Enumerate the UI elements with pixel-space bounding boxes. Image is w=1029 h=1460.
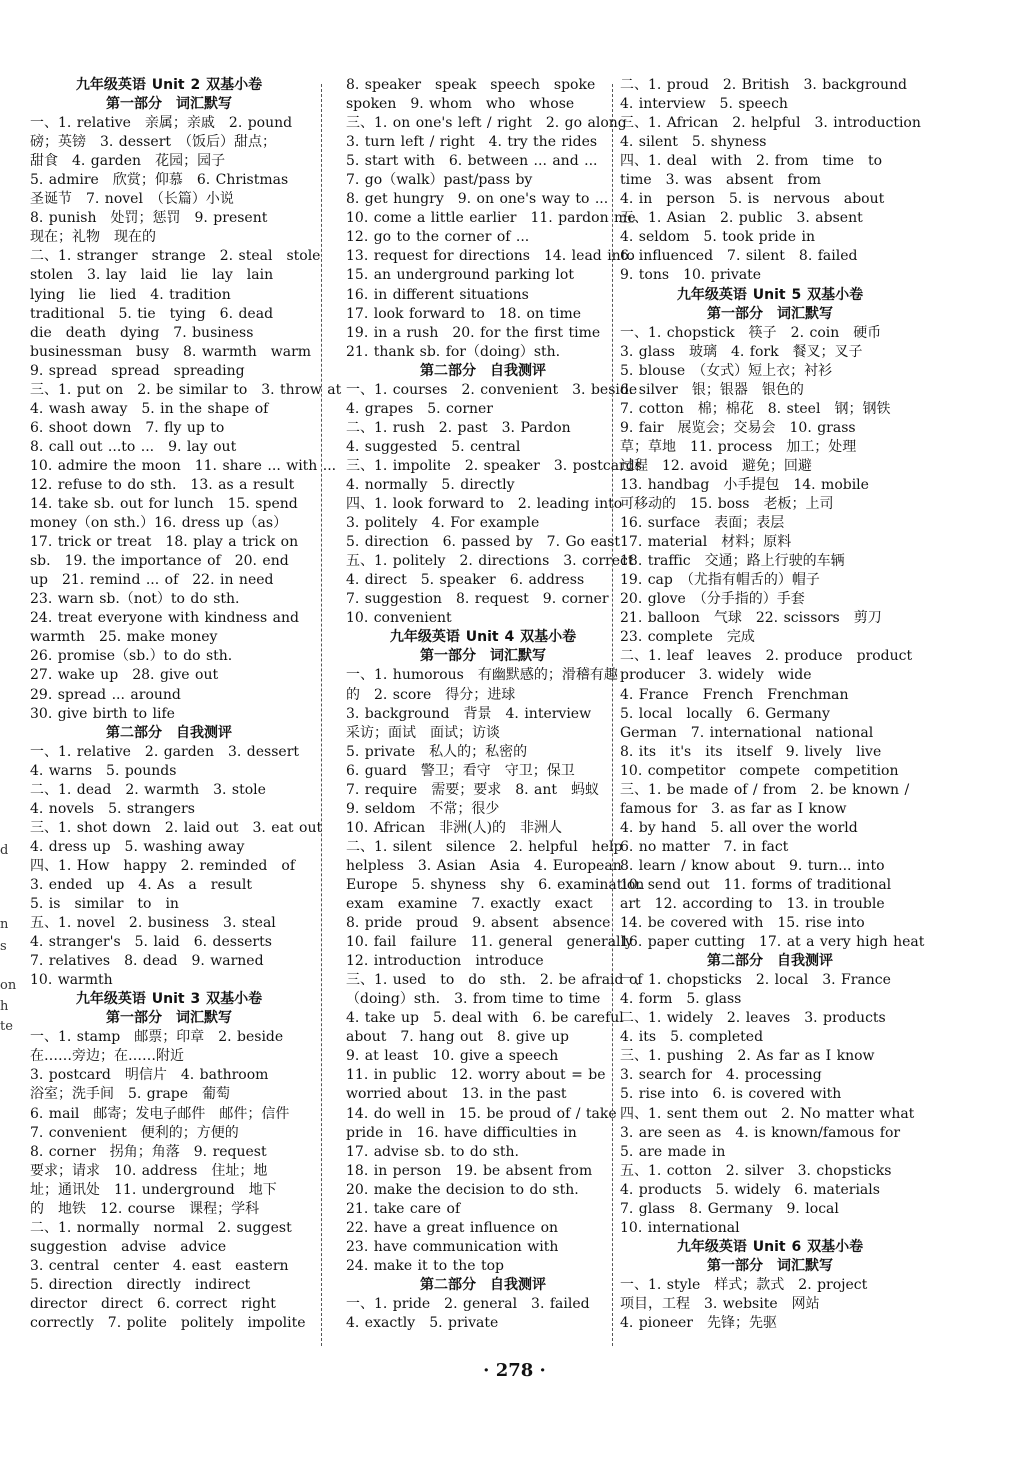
answer-line: 一、1. style 样式；款式 2. project xyxy=(620,1276,868,1293)
answer-line: 一、1. pride 2. general 3. failed xyxy=(346,1296,590,1312)
answer-line: 4. stranger's 5. laid 6. desserts xyxy=(30,934,272,951)
answer-line: 6. mail 邮寄；发电子邮件 邮件；信件 xyxy=(30,1105,290,1122)
answer-line: 3. glass 玻璃 4. fork 餐叉；叉子 xyxy=(620,343,863,360)
section-heading: 第二部分 自我测评 xyxy=(707,953,833,970)
answer-line: 三、1. be made of / from 2. be known / xyxy=(620,781,910,798)
answer-line: 8. call out ...to ... 9. lay out xyxy=(30,438,237,455)
answer-line: 3. search for 4. processing xyxy=(620,1067,822,1084)
answer-line: 一、1. chopsticks 2. local 3. France xyxy=(620,972,891,989)
answer-line: 五、1. politely 2. directions 3. correct xyxy=(346,553,634,570)
answer-line: 8. corner 拐角；角落 9. request xyxy=(30,1143,267,1160)
answer-line: 17. material 材料；原料 xyxy=(620,534,792,551)
answer-line: 5. start with 6. between ... and ... xyxy=(346,153,598,170)
answer-line: 二、1. leaf leaves 2. produce product xyxy=(620,648,913,665)
answer-line: 8. punish 处罚；惩罚 9. present xyxy=(30,210,268,227)
answer-line: money（on sth.）16. dress up（as） xyxy=(30,515,288,532)
answer-line: 30. give birth to life xyxy=(30,705,175,722)
answer-line: pride in 16. have difficulties in xyxy=(346,1124,577,1141)
answer-line: 7. require 需要；要求 8. ant 蚂蚁 xyxy=(346,781,600,798)
answer-line: 五、1. novel 2. business 3. steal xyxy=(30,915,276,932)
answer-line: 4. normally 5. directly xyxy=(346,476,515,493)
answer-line: 4. silent 5. shyness xyxy=(620,134,767,151)
answer-line: 一、1. stamp 邮票；印章 2. beside xyxy=(30,1029,284,1046)
answer-line: 磅；英镑 3. dessert （饭后）甜点； xyxy=(30,134,277,151)
answer-line: 14. take sb. out for lunch 15. spend xyxy=(30,496,298,513)
answer-line: 二、1. silent silence 2. helpful help xyxy=(346,838,623,855)
answer-line: 22. have a great influence on xyxy=(346,1219,559,1236)
unit-title: 九年级英语 Unit 6 双基小卷 xyxy=(676,1238,864,1255)
answer-line: （doing）sth. 3. from time to time xyxy=(346,991,601,1008)
answer-line: die death dying 7. business xyxy=(30,324,254,341)
answer-line: 一、1. relative 2. garden 3. dessert xyxy=(30,743,300,760)
answer-line: 过程 12. avoid 避免；回避 xyxy=(620,457,812,474)
answer-line: 在……旁边；在……附近 xyxy=(30,1048,184,1065)
answer-line: time 3. was absent from xyxy=(620,172,821,189)
column-3 xyxy=(620,76,925,1333)
answer-line: 19. cap （尤指有帽舌的）帽子 xyxy=(620,572,820,589)
answer-line: 三、1. African 2. helpful 3. introduction xyxy=(620,115,921,132)
answer-line: 8. learn / know about 9. turn... into xyxy=(620,857,885,874)
answer-line: sb. 19. the importance of 20. end xyxy=(30,553,289,570)
answer-line: about 7. hang out 8. give up xyxy=(346,1029,569,1046)
answer-line: 4. interview 5. speech xyxy=(620,96,788,113)
answer-line: 三、1. on one's left / right 2. go along xyxy=(346,115,627,132)
answer-line: 6. silver 银；银器 银色的 xyxy=(620,381,804,398)
section-heading: 第一部分 词汇默写 xyxy=(707,305,833,322)
answer-line: 浴室；洗手间 5. grape 葡萄 xyxy=(30,1086,231,1103)
answer-line: 7. go（walk）past/pass by xyxy=(346,172,533,189)
answer-line: 5. rise into 6. is covered with xyxy=(620,1086,842,1103)
answer-line: 5. direction 6. passed by 7. Go east xyxy=(346,534,620,551)
answer-line: 草；草地 11. process 加工；处理 xyxy=(620,438,857,455)
margin-fragment: te xyxy=(0,1019,13,1034)
answer-line: exam examine 7. exactly exact xyxy=(346,896,593,913)
answer-line: warmth 25. make money xyxy=(30,629,218,646)
column-divider-left xyxy=(321,84,322,1346)
answer-line: 四、1. deal with 2. from time to xyxy=(620,153,883,170)
answer-line: 10. convenient xyxy=(346,610,452,627)
answer-line: 现在；礼物 现在的 xyxy=(30,229,156,246)
answer-line: 14. do well in 15. be proud of / take xyxy=(346,1105,617,1122)
answer-line: 26. promise（sb.）to do sth. xyxy=(30,648,233,665)
answer-line: 23. warn sb.（not）to do sth. xyxy=(30,591,240,608)
answer-line: 甜食 4. garden 花园；园子 xyxy=(30,153,226,170)
answer-line: 24. make it to the top xyxy=(346,1257,505,1274)
answer-line: 17. look forward to 18. on time xyxy=(346,305,582,322)
answer-line: 20. make the decision to do sth. xyxy=(346,1181,579,1198)
answer-line: 三、1. pushing 2. As far as I know xyxy=(620,1048,875,1065)
answer-line: 10. international xyxy=(620,1219,740,1236)
answer-line: 三、1. shot down 2. laid out 3. eat out xyxy=(30,819,323,836)
answer-line: 项目，工程 3. website 网站 xyxy=(620,1296,820,1312)
unit-title: 九年级英语 Unit 3 双基小卷 xyxy=(75,991,263,1008)
answer-line: 5. are made in xyxy=(620,1143,726,1160)
answer-line: 23. complete 完成 xyxy=(620,629,755,646)
section-heading: 第一部分 词汇默写 xyxy=(420,648,546,665)
answer-line: 9. fair 展览会；交易会 10. grass xyxy=(620,419,856,436)
answer-line: 3. turn left / right 4. try the rides xyxy=(346,134,598,151)
answer-line: 10. come a little earlier 11. pardon me xyxy=(346,210,636,227)
answer-line: 7. relatives 8. dead 9. warned xyxy=(30,953,264,970)
answer-line: 二、1. stranger strange 2. steal stole xyxy=(30,248,321,265)
answer-line: 16. in different situations xyxy=(346,286,529,303)
answer-line: 4. take up 5. deal with 6. be careful xyxy=(346,1010,624,1027)
answer-line: 三、1. impolite 2. speaker 3. postcards xyxy=(346,457,642,474)
answer-line: famous for 3. as far as I know xyxy=(620,800,847,817)
answer-line: 16. surface 表面；表层 xyxy=(620,515,785,532)
answer-line: 8. get hungry 9. on one's way to ... xyxy=(346,191,609,208)
answer-line: 4. wash away 5. in the shape of xyxy=(30,400,269,417)
margin-fragment: n xyxy=(0,917,9,932)
section-heading: 第二部分 自我测评 xyxy=(420,1276,546,1293)
answer-line: 四、1. look forward to 2. leading into xyxy=(346,496,623,513)
answer-line: 4. seldom 5. took pride in xyxy=(620,229,815,246)
answer-line: 6. guard 警卫；看守 守卫；保卫 xyxy=(346,762,575,779)
answer-line: 4. grapes 5. corner xyxy=(346,400,494,417)
column-1 xyxy=(30,76,342,1333)
answer-line: 二、1. normally normal 2. suggest xyxy=(30,1219,292,1236)
answer-line: 4. products 5. widely 6. materials xyxy=(620,1181,880,1198)
page-number: · 278 · xyxy=(483,1360,546,1381)
answer-line: 3. ended up 4. As a result xyxy=(30,876,253,893)
answer-line: 4. its 5. completed xyxy=(620,1029,764,1046)
answer-line: 二、1. rush 2. past 3. Pardon xyxy=(346,419,571,436)
answer-line: 7. suggestion 8. request 9. corner xyxy=(346,591,609,608)
answer-line: 13. request for directions 14. lead into xyxy=(346,248,635,265)
margin-fragment: h xyxy=(0,999,9,1014)
answer-line: 8. speaker speak speech spoke xyxy=(346,77,596,93)
answer-line: 4. novels 5. strangers xyxy=(30,800,195,817)
answer-line: 6. influenced 7. silent 8. failed xyxy=(620,248,858,265)
answer-line: 五、1. Asian 2. public 3. absent xyxy=(620,210,863,227)
answer-line: 4. direct 5. speaker 6. address xyxy=(346,572,585,589)
section-heading: 第一部分 词汇默写 xyxy=(106,96,232,113)
answer-line: traditional 5. tie tying 6. dead xyxy=(30,305,274,322)
answer-line: 17. advise sb. to do sth. xyxy=(346,1143,519,1160)
answer-line: 要求；请求 10. address 住址；地 xyxy=(30,1162,268,1179)
answer-line: 8. its it's its itself 9. lively live xyxy=(620,743,882,760)
answer-line: 5. local locally 6. Germany xyxy=(620,705,830,722)
answer-line: 5. private 私人的；私密的 xyxy=(346,743,528,760)
answer-line: 二、1. proud 2. British 3. background xyxy=(620,77,907,93)
answer-line: 3. postcard 明信片 4. bathroom xyxy=(30,1067,269,1084)
answer-line: 4. dress up 5. washing away xyxy=(30,838,245,855)
answer-line: 12. refuse to do sth. 13. as a result xyxy=(30,476,295,493)
answer-line: 29. spread ... around xyxy=(30,686,181,703)
unit-title: 九年级英语 Unit 2 双基小卷 xyxy=(75,77,263,93)
answer-line: 14. be covered with 15. rise into xyxy=(620,915,865,932)
answer-line: producer 3. widely wide xyxy=(620,667,812,684)
answer-line: 3. central center 4. east eastern xyxy=(30,1257,289,1274)
answer-line: 9. tons 10. private xyxy=(620,267,762,284)
answer-line: spoken 9. whom who whose xyxy=(346,96,575,113)
answer-line: 4. pioneer 先锋；先驱 xyxy=(620,1315,777,1332)
answer-line: 5. blouse （女式）短上衣；衬衫 xyxy=(620,362,833,379)
answer-line: 一、1. humorous 有幽默感的；滑稽有趣 xyxy=(346,667,618,684)
answer-line: correctly 7. polite politely impolite xyxy=(30,1315,306,1332)
answer-line: 4. in person 5. is nervous about xyxy=(620,191,885,208)
unit-title: 九年级英语 Unit 5 双基小卷 xyxy=(676,286,864,303)
answer-line: 3. background 背景 4. interview xyxy=(346,705,592,722)
answer-line: 16. paper cutting 17. at a very high heat xyxy=(620,934,925,951)
unit-title: 九年级英语 Unit 4 双基小卷 xyxy=(389,629,577,646)
column-2 xyxy=(346,76,645,1333)
answer-line: 9. at least 10. give a speech xyxy=(346,1048,559,1065)
answer-line: 17. trick or treat 18. play a trick on xyxy=(30,534,299,551)
answer-line: 12. go to the corner of ... xyxy=(346,229,530,246)
answer-line: 10. admire the moon 11. share ... with ... xyxy=(30,457,337,474)
answer-line: worried about 13. in the past xyxy=(346,1086,567,1103)
answer-line: 5. admire 欣赏；仰慕 6. Christmas xyxy=(30,172,289,189)
answer-line: 23. have communication with xyxy=(346,1238,559,1255)
answer-line: 10. fail failure 11. general generally xyxy=(346,934,633,951)
answer-line: 一、1. relative 亲属；亲戚 2. pound xyxy=(30,115,293,132)
answer-line: 一、1. courses 2. convenient 3. beside xyxy=(346,381,638,398)
answer-line: 27. wake up 28. give out xyxy=(30,667,219,684)
answer-line: 可移动的 15. boss 老板；上司 xyxy=(620,496,834,513)
answer-line: 18. traffic 交通；路上行驶的车辆 xyxy=(620,553,845,570)
answer-line: 圣诞节 7. novel （长篇）小说 xyxy=(30,191,234,208)
answer-line: 4. exactly 5. private xyxy=(346,1315,499,1332)
answer-line: art 12. according to 13. in trouble xyxy=(620,896,885,913)
answer-line: 二、1. widely 2. leaves 3. products xyxy=(620,1010,886,1027)
answer-line: 7. cotton 棉；棉花 8. steel 钢；钢铁 xyxy=(620,400,891,417)
answer-line: 4. France French Frenchman xyxy=(620,686,849,703)
answer-line: 15. an underground parking lot xyxy=(346,267,574,284)
answer-line: stolen 3. lay laid lie lay lain xyxy=(30,267,274,284)
margin-fragment: d xyxy=(0,843,9,858)
answer-line: 4. by hand 5. all over the world xyxy=(620,819,858,836)
answer-line: 的 地铁 12. course 课程；学科 xyxy=(30,1200,260,1217)
answer-line: 11. in public 12. worry about = be xyxy=(346,1067,606,1084)
answer-line: 4. form 5. glass xyxy=(620,991,742,1008)
answer-line: 5. is similar to in xyxy=(30,896,179,913)
answer-line: 13. handbag 小手提包 14. mobile xyxy=(620,476,869,493)
margin-fragment: s xyxy=(0,939,7,954)
answer-line: 4. warns 5. pounds xyxy=(30,762,177,779)
section-heading: 第二部分 自我测评 xyxy=(106,724,232,741)
answer-line: 3. politely 4. For example xyxy=(346,515,540,532)
answer-line: 20. glove （分手指的）手套 xyxy=(620,591,805,608)
answer-line: 6. shoot down 7. fly up to xyxy=(30,419,225,436)
answer-line: 10. competitor compete competition xyxy=(620,762,899,779)
answer-line: 5. direction directly indirect xyxy=(30,1276,251,1293)
answer-line: 二、1. dead 2. warmth 3. stole xyxy=(30,781,266,798)
answer-line: 21. thank sb. for（doing）sth. xyxy=(346,343,561,360)
section-heading: 第一部分 词汇默写 xyxy=(106,1010,232,1027)
answer-line: businessman busy 8. warmth warm xyxy=(30,343,312,360)
section-heading: 第一部分 词汇默写 xyxy=(707,1257,833,1274)
answer-line: German 7. international national xyxy=(620,724,874,741)
answer-line: 9. seldom 不常；很少 xyxy=(346,800,500,817)
margin-fragment: on xyxy=(0,978,17,993)
answer-line: 9. spread spread spreading xyxy=(30,362,245,379)
answer-line: 8. pride proud 9. absent absence xyxy=(346,915,611,932)
answer-line: 4. suggested 5. central xyxy=(346,438,521,455)
answer-line: 四、1. How happy 2. reminded of xyxy=(30,857,295,874)
answer-line: 19. in a rush 20. for the first time xyxy=(346,324,601,341)
answer-line: 四、1. sent them out 2. No matter what xyxy=(620,1105,915,1122)
answer-line: 三、1. used to do sth. 2. be afraid of xyxy=(346,972,643,989)
answer-line: suggestion advise advice xyxy=(30,1238,227,1255)
answer-line: 21. take care of xyxy=(346,1200,461,1217)
answer-line: director direct 6. correct right xyxy=(30,1296,276,1312)
answer-line: 7. convenient 便利的；方便的 xyxy=(30,1124,239,1141)
answer-line: lying lie lied 4. tradition xyxy=(30,286,231,303)
answer-line: 10. send out 11. forms of traditional xyxy=(620,876,892,893)
answer-line: 三、1. put on 2. be similar to 3. throw at xyxy=(30,381,342,398)
answer-line: 18. in person 19. be absent from xyxy=(346,1162,593,1179)
answer-line: 的 2. score 得分；进球 xyxy=(346,686,516,703)
answer-line: 21. balloon 气球 22. scissors 剪刀 xyxy=(620,610,882,627)
answer-line: 址；通讯处 11. underground 地下 xyxy=(30,1181,277,1198)
answer-line: 24. treat everyone with kindness and xyxy=(30,610,299,627)
answer-line: 一、1. chopstick 筷子 2. coin 硬币 xyxy=(620,324,882,341)
answer-line: Europe 5. shyness shy 6. examination xyxy=(346,876,645,893)
answer-line: 采访；面试 面试；访谈 xyxy=(346,724,500,741)
answer-line: 五、1. cotton 2. silver 3. chopsticks xyxy=(620,1162,892,1179)
answer-line: 7. glass 8. Germany 9. local xyxy=(620,1200,839,1217)
answer-line: 3. are seen as 4. is known/famous for xyxy=(620,1124,901,1141)
answer-line: up 21. remind ... of 22. in need xyxy=(30,572,274,589)
answer-line: 10. warmth xyxy=(30,972,113,989)
answer-line: 12. introduction introduce xyxy=(346,953,544,970)
answer-line: 10. African 非洲(人)的 非洲人 xyxy=(346,819,563,836)
section-heading: 第二部分 自我测评 xyxy=(420,362,546,379)
answer-line: helpless 3. Asian Asia 4. European xyxy=(346,857,622,874)
answer-line: 6. no matter 7. in fact xyxy=(620,838,789,855)
